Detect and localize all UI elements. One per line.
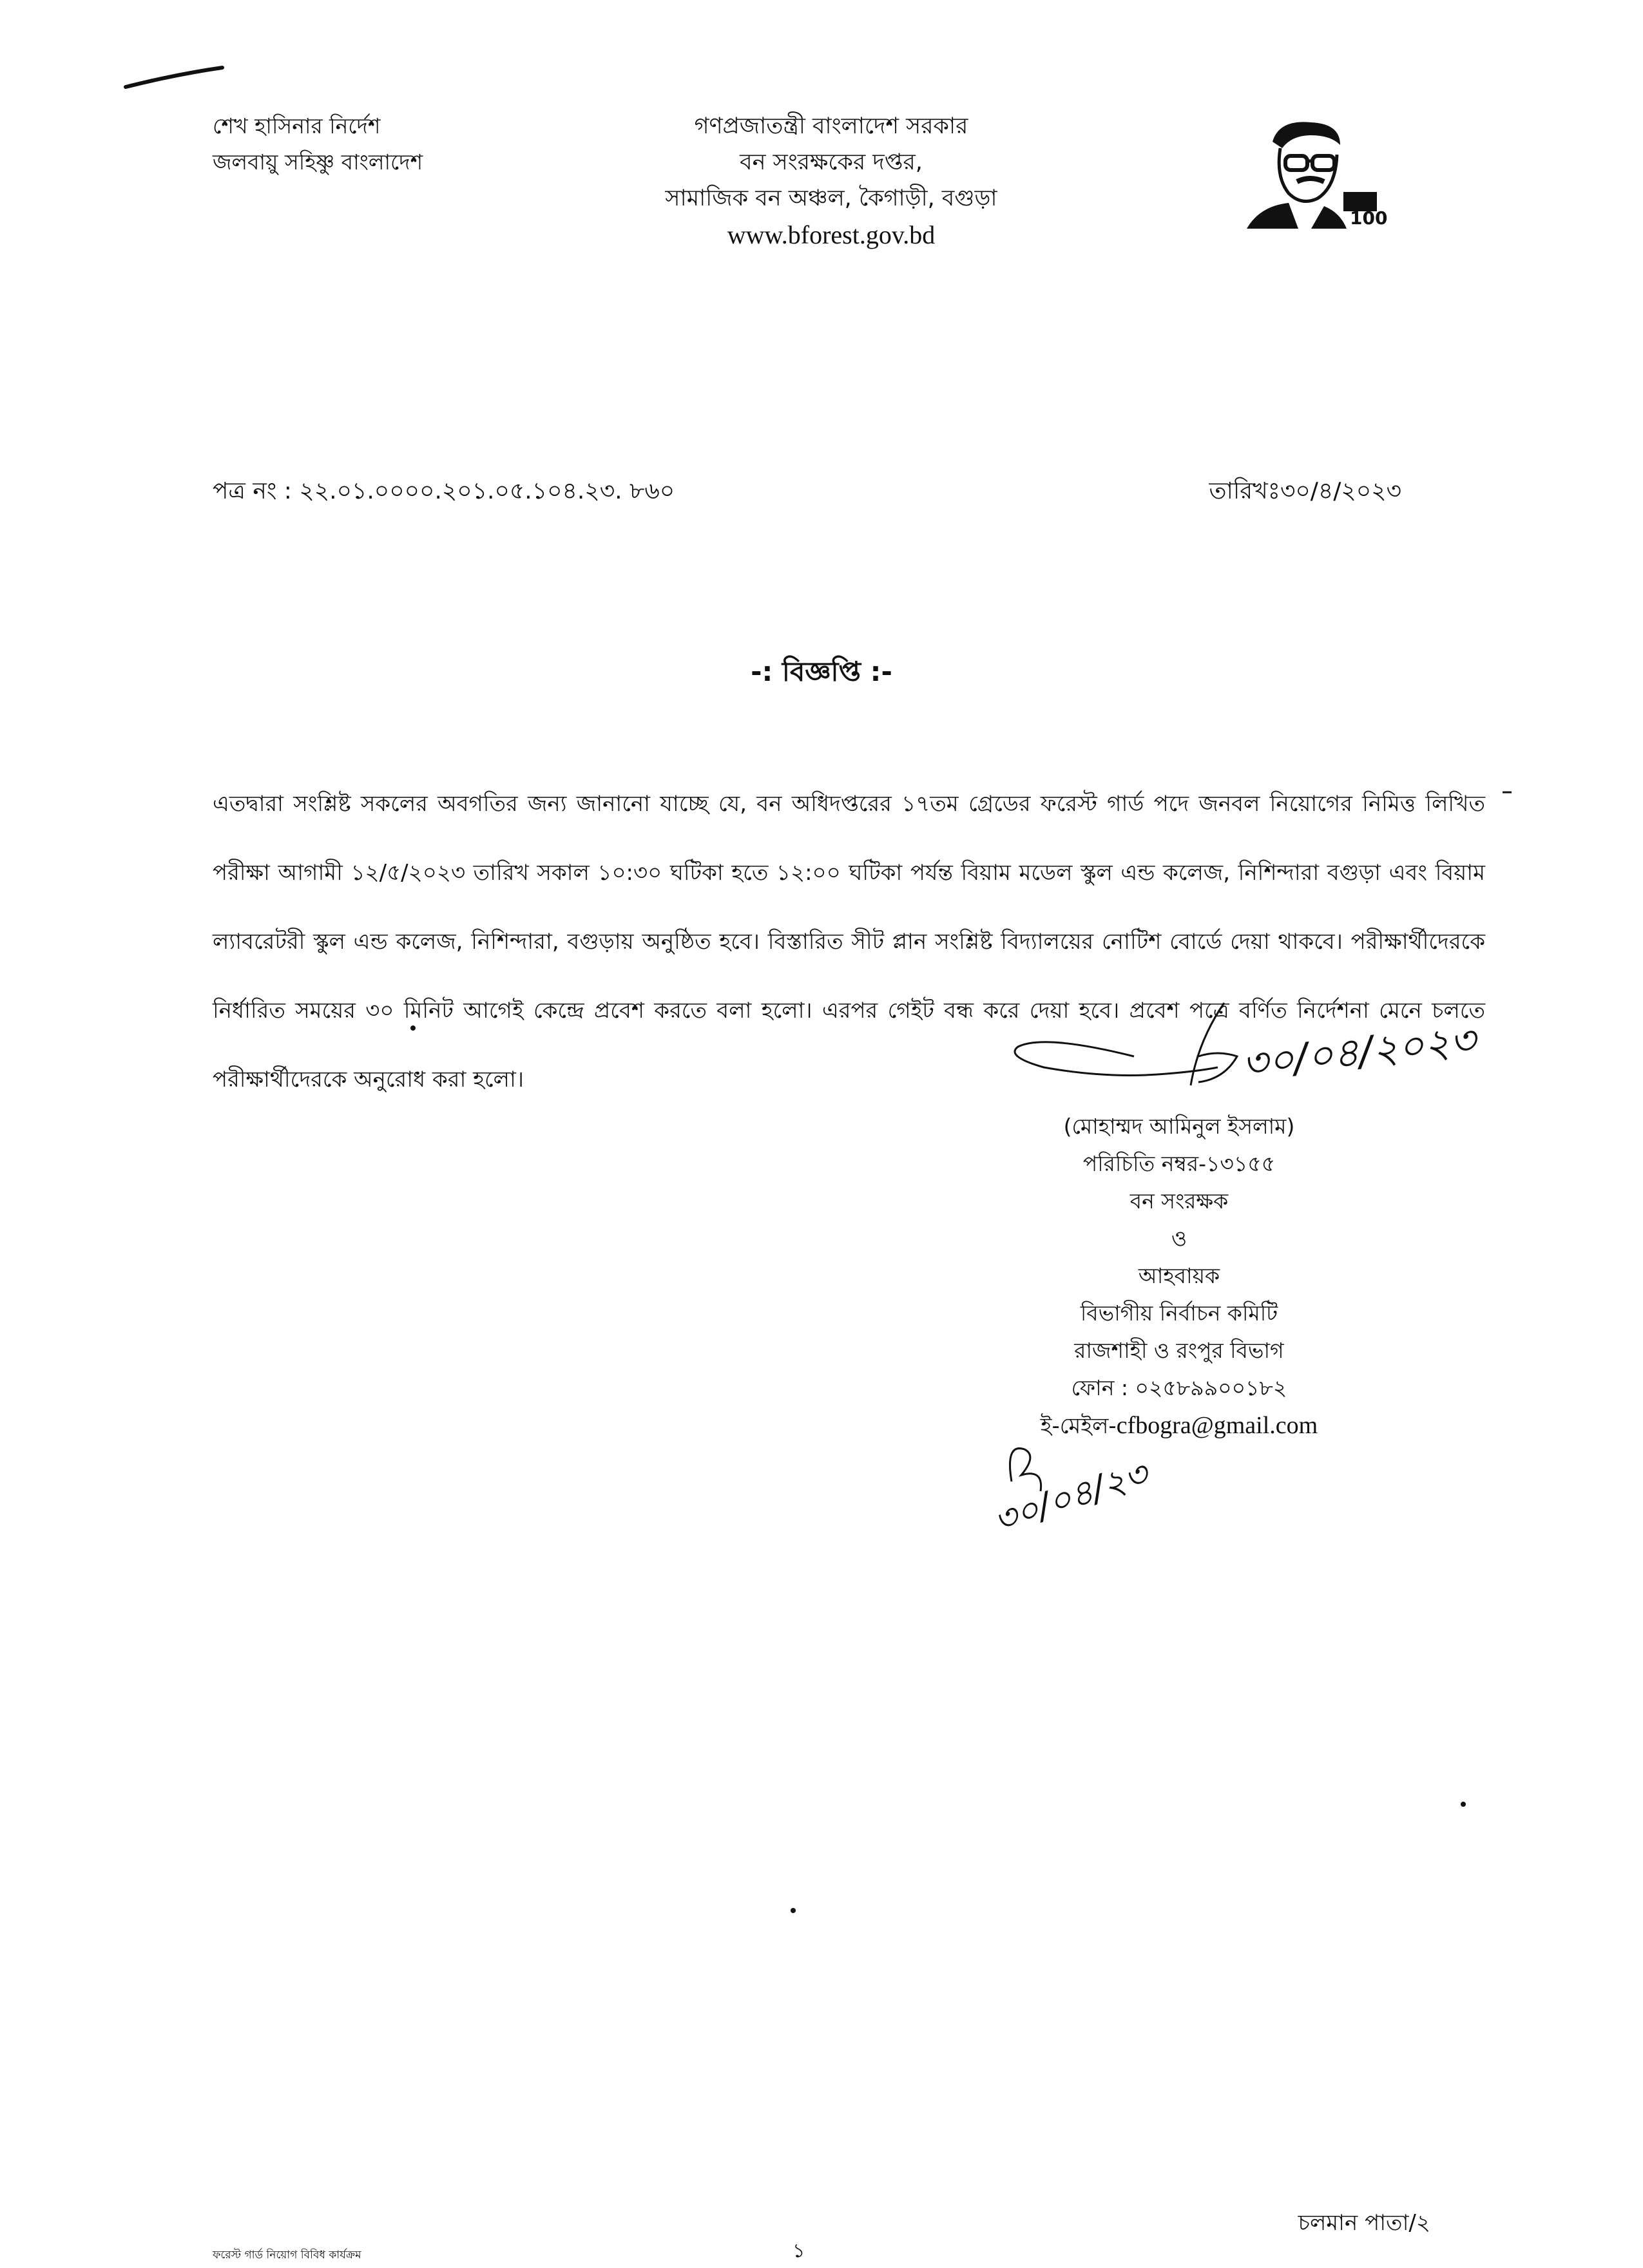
slogan-line-1: শেখ হাসিনার নির্দেশ xyxy=(213,113,381,138)
signatory-conjunction: ও xyxy=(1171,1226,1187,1251)
ref-number: ২২.০১.০০০০.২০১.০৫.১০৪.২৩. ৮৬০ xyxy=(299,478,675,504)
header-slogan xyxy=(213,108,423,180)
signatory-designation: বন সংরক্ষক xyxy=(1129,1188,1229,1214)
website-link[interactable]: www.bforest.gov.bd xyxy=(727,220,936,249)
signatory-phone: ফোন : ০২৫৮৯৯০০১৮২ xyxy=(1071,1375,1287,1400)
ref-label: পত্র নং : xyxy=(213,478,292,504)
email-address[interactable]: cfbogra@gmail.com xyxy=(1116,1412,1318,1439)
memo-reference xyxy=(213,473,675,512)
annotation-date: ৩০/০৪/২৩ xyxy=(988,1453,1153,1541)
memo-date xyxy=(1209,473,1401,512)
government-name: গণপ্রজাতন্ত্রী বাংলাদেশ সরকার xyxy=(694,113,968,139)
signatory-block xyxy=(986,1108,1372,1445)
scan-speck xyxy=(409,1024,417,1032)
email-prefix: ই-মেইল- xyxy=(1040,1413,1117,1439)
signatory-id: পরিচিতি নম্বর-১৩১৫৫ xyxy=(1082,1151,1276,1176)
margin-dash xyxy=(1501,789,1514,796)
office-name: বন সংরক্ষকের দপ্তর, xyxy=(740,149,923,175)
continued-page-note: চলমান পাতা/২ xyxy=(1298,2210,1430,2236)
office-address: সামাজিক বন অঞ্চল, কৈগাড়ী, বগুড়া xyxy=(665,186,997,211)
footer-file-note: ফরেস্ট গার্ড নিয়োগ বিবিধ কার্যক্রম xyxy=(213,2249,361,2262)
scan-speck xyxy=(789,1907,797,1914)
signatory-role: আহবায়ক xyxy=(1138,1263,1220,1288)
svg-text:100: 100 xyxy=(1350,207,1388,229)
signatory-name: (মোহাম্মদ আমিনুল ইসলাম) xyxy=(1063,1114,1295,1139)
handwritten-signature xyxy=(1005,995,1478,1111)
notice-title: -: বিজ্ঞপ্তি :- xyxy=(751,656,892,687)
notice-body: এতদ্বারা সংশ্লিষ্ট সকলের অবগতির জন্য জানানো যাচ্ছে যে, বন অধিদপ্তরের ১৭তম গ্রেডের ফরেস্ট গার্ড পদে জনবল নিয়োগের নিমিত্ত লিখিত পরীক্ষা আগামী ১২/৫/২০২৩ তারিখ সকাল ১০:৩০ ঘটিকা হতে ১২:০০ ঘটিকা পর্যন্ত বিয়াম মডেল স্কুল এন্ড কলেজ, নিশিন্দারা বগুড়া এবং বিয়াম ল্যাবরেটরী স্কুল এন্ড কলেজ, নিশিন্দারা, বগুড়ায় অনুষ্ঠিত হবে। বিস্তারিত সীট প্লান সংশ্লিষ্ট বিদ্যালয়ের নোটিশ বোর্ডে দেয়া থাকবে। পরীক্ষার্থীদেরকে নির্ধারিত সময়ের ৩০ মিনিট আগেই কেন্দ্রে প্রবেশ করতে বলা হলো। এরপর গেইট বন্ধ করে দেয়া হবে। প্রবেশ পত্রে বর্ণিত নির্দেশনা মেনে চলতে পরীক্ষার্থীদেরকে অনুরোধ করা হলো। xyxy=(213,791,1485,1092)
page-number: ১ xyxy=(793,2240,805,2262)
mujib100-logo xyxy=(1234,116,1421,238)
date-label: তারিখঃ xyxy=(1209,478,1280,504)
ink-mark xyxy=(119,61,235,93)
signature-date: ৩০/০৪/২০২৩ xyxy=(1239,1016,1478,1087)
slogan-line-2: জলবায়ু সহিষ্ণু বাংলাদেশ xyxy=(213,149,423,175)
office-header xyxy=(580,108,1082,254)
signatory-committee: বিভাগীয় নির্বাচন কমিটি xyxy=(1080,1301,1278,1326)
handwritten-initial-annotation xyxy=(986,1430,1192,1546)
date-value: ৩০/৪/২০২৩ xyxy=(1280,478,1401,504)
scan-speck xyxy=(1459,1800,1467,1808)
signatory-division: রাজশাহী ও রংপুর বিভাগ xyxy=(1074,1338,1284,1363)
